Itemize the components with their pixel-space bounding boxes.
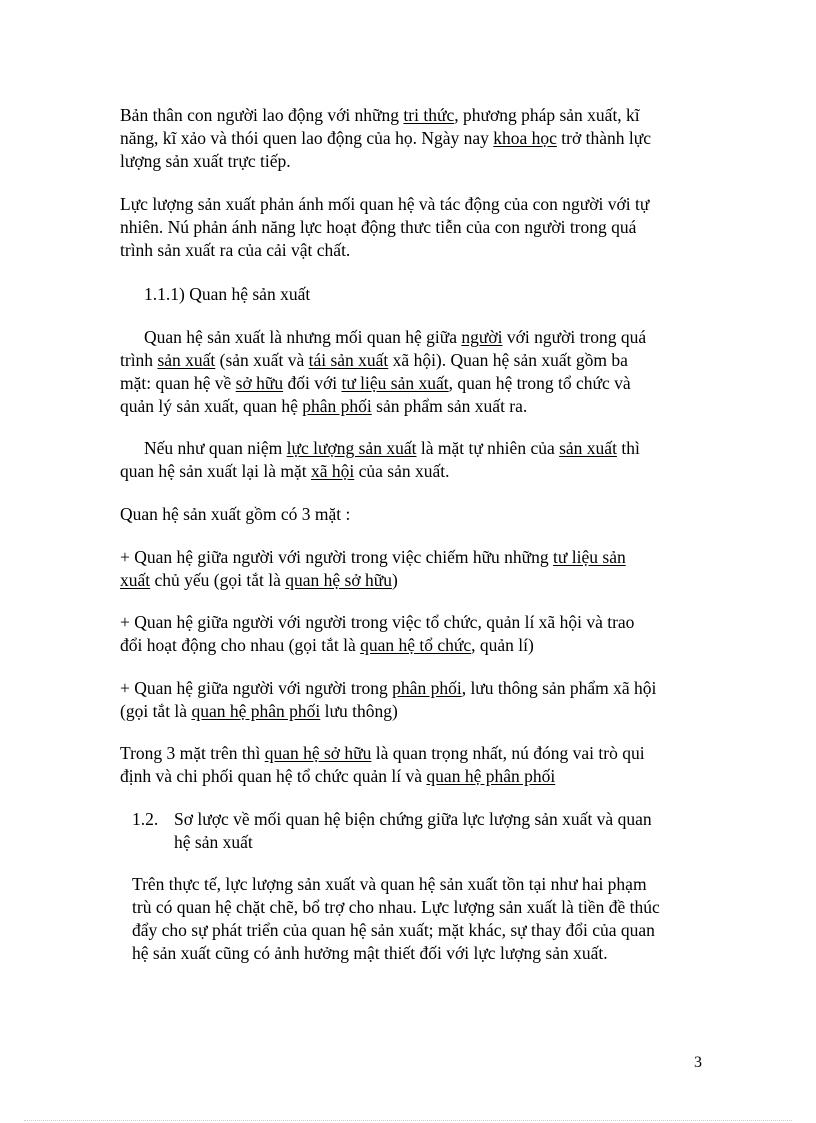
paragraph-line: Nếu như quan niệm lực lượng sản xuất là mặt tự nhiên của sản xuất thì xyxy=(144,438,640,458)
paragraph-line: Trên thực tế, lực lượng sản xuất và quan hệ sản xuất tồn tại như hai phạm xyxy=(132,874,647,894)
paragraph-line: Bản thân con người lao động với những tri thức, phương pháp sản xuất, kĩ xyxy=(120,105,640,125)
link-quan-he-phan-phoi-2[interactable]: quan hệ phân phối xyxy=(426,766,556,786)
paragraph-line: + Quan hệ giữa người với người trong việc chiếm hữu những tư liệu sản xyxy=(120,547,626,567)
link-luc-luong-san-xuat[interactable]: lực lượng sản xuất xyxy=(286,438,417,458)
section-title-line: Sơ lược về mối quan hệ biện chứng giữa lực lượng sản xuất và quan xyxy=(174,809,652,829)
section-title-line: hệ sản xuất xyxy=(174,832,253,852)
paragraph-line: (gọi tắt là quan hệ phân phối lưu thông) xyxy=(120,701,398,721)
paragraph-line: trù có quan hệ chặt chẽ, bổ trợ cho nhau. Lực lượng sản xuất là tiền đề thúc xyxy=(132,897,660,917)
paragraph-line: đổi hoạt động cho nhau (gọi tắt là quan hệ tổ chức, quản lí) xyxy=(120,635,534,655)
section-number: 1.2. xyxy=(132,809,159,829)
link-quan-he-phan-phoi[interactable]: quan hệ phân phối xyxy=(191,701,321,721)
link-quan-he-so-huu[interactable]: quan hệ sở hữu xyxy=(285,570,392,590)
paragraph-line: đẩy cho sự phát triển của quan hệ sản xuất; mặt khác, sự thay đổi của quan xyxy=(132,920,655,940)
paragraph-line: Lực lượng sản xuất phản ánh mối quan hệ và tác động của con người với tự xyxy=(120,194,650,214)
paragraph-line: nhiên. Nú phản ánh năng lực hoạt động thưc tiễn của con người trong quá xyxy=(120,217,637,237)
link-xa-hoi[interactable]: xã hội xyxy=(310,461,355,481)
paragraph-line: + Quan hệ giữa người với người trong phân phối, lưu thông sản phẩm xã hội xyxy=(120,678,657,698)
paragraph-line: trình sản xuất (sản xuất và tái sản xuất xã hội). Quan hệ sản xuất gồm ba xyxy=(120,350,628,370)
page-number: 3 xyxy=(694,1054,702,1071)
paragraph-line: mặt: quan hệ về sở hữu đối với tư liệu sản xuất, quan hệ trong tổ chức và xyxy=(120,373,631,393)
paragraph-line: hệ sản xuất cũng có ảnh hưởng mật thiết đối với lực lượng sản xuất. xyxy=(132,943,608,963)
link-tri-thuc[interactable]: tri thức xyxy=(403,105,455,125)
link-quan-he-so-huu-2[interactable]: quan hệ sở hữu xyxy=(264,743,372,763)
paragraph-line: lượng sản xuất trực tiếp. xyxy=(120,151,291,171)
paragraph-line: + Quan hệ giữa người với người trong việc tổ chức, quản lí xã hội và trao xyxy=(120,612,635,632)
paragraph-line: quản lý sản xuất, quan hệ phân phối sản phẩm sản xuất ra. xyxy=(120,396,528,416)
link-tai-san-xuat[interactable]: tái sản xuất xyxy=(308,350,389,370)
paragraph-line: Quan hệ sản xuất là nhưng mối quan hệ giữa người với người trong quá xyxy=(144,327,647,347)
link-phan-phoi[interactable]: phân phối xyxy=(302,396,372,416)
paragraph-line: năng, kĩ xảo và thói quen lao động của họ. Ngày nay khoa học trở thành lực xyxy=(120,128,651,148)
link-san-xuat-2[interactable]: sản xuất xyxy=(559,438,617,458)
link-xuat[interactable]: xuất xyxy=(120,570,151,590)
link-san-xuat[interactable]: sản xuất xyxy=(157,350,216,370)
section-heading-1-1-1: 1.1.1) Quan hệ sản xuất xyxy=(144,284,311,304)
page-bottom-divider xyxy=(24,1120,792,1121)
link-tu-lieu-san-xuat[interactable]: tư liệu sản xuất xyxy=(341,373,449,393)
paragraph-line: Trong 3 mặt trên thì quan hệ sở hữu là quan trọng nhất, nú đóng vai trò qui xyxy=(120,743,645,763)
link-tu-lieu-san-xuat-2[interactable]: tư liệu sản xyxy=(553,547,626,567)
paragraph-line: quan hệ sản xuất lại là mặt xã hội của sản xuất. xyxy=(120,461,450,481)
link-phan-phoi-2[interactable]: phân phối xyxy=(392,678,462,698)
link-nguoi[interactable]: người xyxy=(461,327,503,347)
paragraph-line: định và chi phối quan hệ tổ chức quản lí và quan hệ phân phối xyxy=(120,766,556,786)
link-so-huu[interactable]: sở hữu xyxy=(235,373,284,393)
paragraph-line: xuất chủ yếu (gọi tắt là quan hệ sở hữu) xyxy=(120,570,398,590)
paragraph-5: Quan hệ sản xuất gồm có 3 mặt : xyxy=(120,504,351,524)
link-khoa-hoc[interactable]: khoa học xyxy=(493,128,557,148)
paragraph-line: trình sản xuất ra của cải vật chất. xyxy=(120,240,351,260)
link-quan-he-to-chuc[interactable]: quan hệ tổ chức xyxy=(360,635,472,655)
